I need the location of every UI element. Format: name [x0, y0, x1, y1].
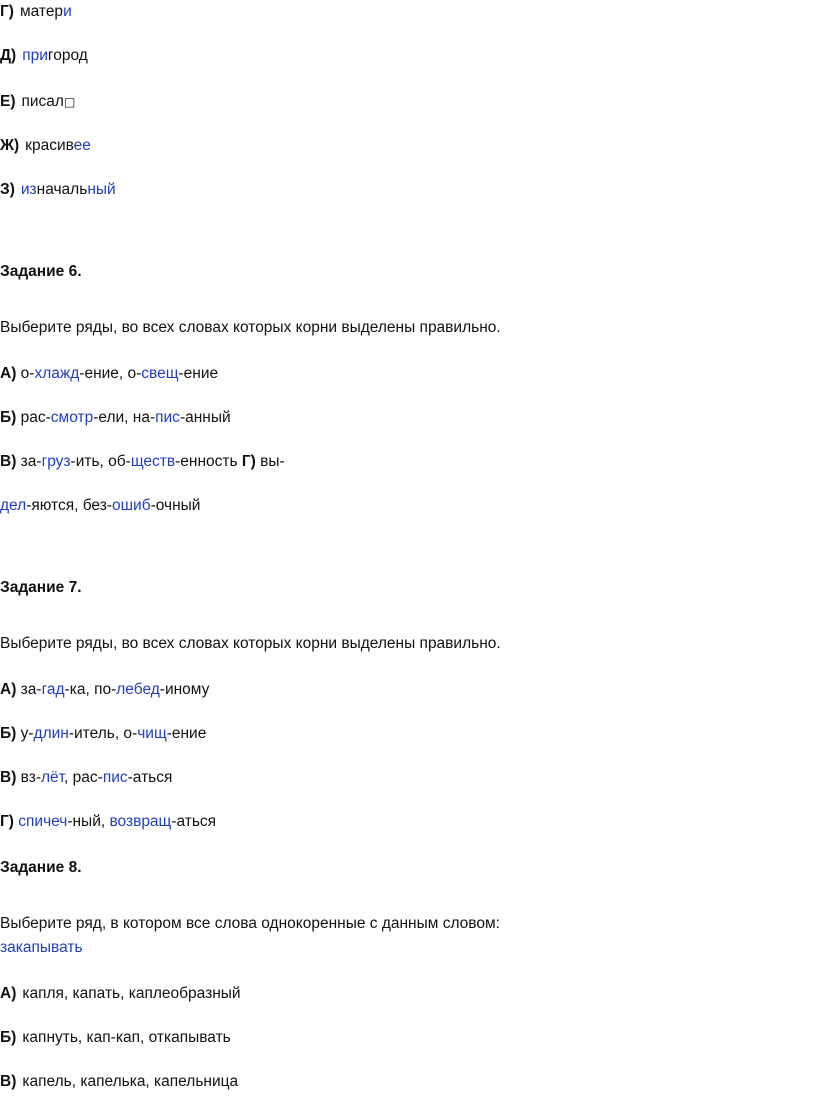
word-part: -итель, о-	[68, 725, 138, 742]
task6-title: Задание 6.	[0, 263, 82, 280]
root-highlight: чищ	[137, 725, 167, 742]
option-label: Б)	[0, 1029, 17, 1046]
option-label: Е)	[0, 93, 16, 110]
word-part-highlight: из	[20, 181, 37, 198]
root-highlight: лебед	[116, 681, 160, 698]
task7-option-line	[0, 812, 216, 832]
task7-option-line	[0, 768, 172, 788]
task6-option-line	[0, 364, 218, 384]
option-label: Г)	[0, 813, 14, 830]
word-part: за-	[16, 681, 42, 698]
task6-option-line	[0, 496, 200, 516]
root-highlight: хлажд	[34, 365, 80, 382]
root-highlight: свещ	[141, 365, 179, 382]
task8-option-v	[0, 1072, 238, 1092]
option-z	[0, 180, 116, 200]
word-part: вз-	[16, 769, 41, 786]
word-part: о-	[16, 365, 35, 382]
option-label: А)	[0, 985, 17, 1002]
missing-glyph-box: □	[63, 95, 76, 109]
option-label: Б)	[0, 409, 17, 426]
option-label: Д)	[0, 47, 17, 64]
word-part: у-	[16, 725, 34, 742]
root-highlight: пис	[155, 409, 180, 426]
option-label: В)	[0, 453, 17, 470]
word-part: город	[47, 47, 88, 64]
option-label: Г)	[0, 3, 14, 20]
root-highlight: длин	[33, 725, 69, 742]
option-zh	[0, 136, 91, 156]
word-part: писал	[21, 93, 64, 110]
root-highlight: дел	[0, 497, 27, 514]
root-highlight: ществ	[130, 453, 176, 470]
option-label: Б)	[0, 725, 17, 742]
word-part-highlight: ный	[87, 181, 116, 198]
word-part-highlight: ее	[73, 137, 91, 154]
option-text: капля, капать, каплеобразный	[22, 985, 241, 1002]
word-part: -иному	[159, 681, 210, 698]
option-label: Г)	[241, 453, 256, 470]
option-label: Ж)	[0, 137, 20, 154]
option-label: А)	[0, 365, 17, 382]
task8-title: Задание 8.	[0, 859, 82, 876]
word-part: -ка, по-	[64, 681, 117, 698]
word-part: -ение	[178, 365, 219, 382]
word-part: -ение	[166, 725, 207, 742]
option-text: капель, капелька, капельница	[22, 1073, 239, 1090]
root-highlight: груз	[41, 453, 71, 470]
task6-option-line	[0, 408, 231, 428]
word-part: -ели, на-	[93, 409, 156, 426]
task8-prompt: Выберите ряд, в котором все слова однокоренные с данным словом:	[0, 915, 500, 932]
root-highlight: спичеч	[18, 813, 68, 830]
task6-prompt: Выберите ряды, во всех словах которых корни выделены правильно.	[0, 319, 501, 336]
word-part: -ить, об-	[70, 453, 131, 470]
word-part: -очный	[150, 497, 201, 514]
word-part: -анный	[179, 409, 231, 426]
root-highlight: гад	[41, 681, 65, 698]
option-e	[0, 92, 75, 112]
root-highlight: возвращ	[109, 813, 172, 830]
option-label: В)	[0, 769, 17, 786]
word-part: -ный,	[67, 813, 110, 830]
task7-title: Задание 7.	[0, 579, 82, 596]
task8-option-a	[0, 984, 241, 1004]
root-highlight: пис	[102, 769, 128, 786]
option-label: З)	[0, 181, 15, 198]
task7-prompt: Выберите ряды, во всех словах которых корни выделены правильно.	[0, 635, 501, 652]
root-highlight: лёт	[41, 769, 65, 786]
word-part: начал	[36, 181, 80, 198]
option-text: капнуть, кап-кап, откапывать	[22, 1029, 231, 1046]
word-part: вы-	[255, 453, 285, 470]
task7-option-line	[0, 724, 206, 744]
option-label: А)	[0, 681, 17, 698]
root-highlight: ошиб	[111, 497, 151, 514]
task6-option-line	[0, 452, 285, 472]
word-part: -енность	[175, 453, 242, 470]
word-part: -ение, о-	[79, 365, 142, 382]
task8-option-b	[0, 1028, 231, 1048]
word-part: рас-	[16, 409, 51, 426]
task8-keyword: закапывать	[0, 939, 83, 956]
option-label: В)	[0, 1073, 17, 1090]
option-d	[0, 46, 88, 66]
word-part: за-	[16, 453, 42, 470]
word-part: -аться	[127, 769, 173, 786]
root-highlight: смотр	[50, 409, 94, 426]
word-part: , рас-	[64, 769, 103, 786]
word-part: -аться	[171, 813, 217, 830]
word-part: -яются, без-	[26, 497, 112, 514]
option-g	[0, 2, 72, 22]
word-part: ь	[79, 181, 88, 198]
word-part: матер	[19, 3, 64, 20]
word-part: красив	[25, 137, 74, 154]
word-part-highlight: при	[22, 47, 48, 64]
word-part-highlight: и	[63, 3, 72, 20]
task7-option-line	[0, 680, 209, 700]
